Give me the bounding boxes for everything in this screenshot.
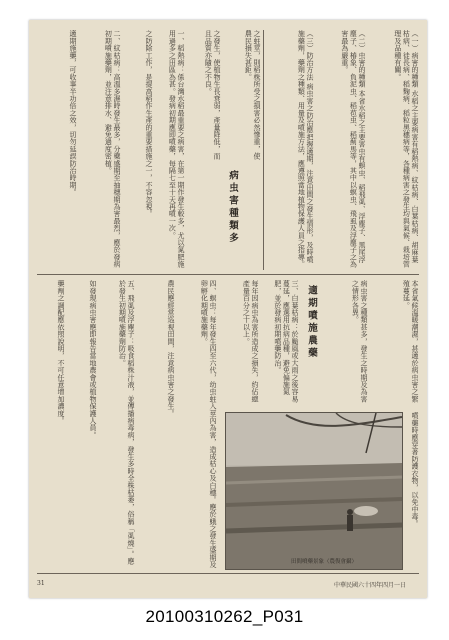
magazine-page (29, 20, 427, 598)
text-column: 三、白葉枯病：於颱風或大雨之後容易蔓延，應選用抗病品種，避免偏施氮肥，並於發病初期噴藥防治。 (273, 280, 299, 403)
text-column: 如發現病虫害應即報告當地農會或植物保護人員。 (89, 280, 97, 439)
text-column: 二、紋枯病：高溫多濕時發生最多，分蘗盛期至抽穗期為害最烈，應於發病初期噴施藥劑，並注意排水、避免過度密植。 (104, 30, 121, 268)
page-number: 31 (37, 580, 45, 587)
photo-caption: 田間噴藥景象（農復會攝） (291, 559, 358, 565)
text-column: 每年因病虫為害所造成之損失，約佔總產量百分之十以上。 (242, 280, 259, 403)
text-column: 四、螟虫：每年發生四至六代，幼虫蛀入莖內為害，造成枯心及白穗。應於蛾之發生盛期及卵孵化期噴施藥劑。 (200, 280, 217, 568)
footer-rule (37, 573, 419, 574)
text-column: 一、稻熱病：係台灣水稻最重要之病害，在第一期作發生較多，尤以氮肥施用過多之田區為甚。發病初期應即噴藥，每隔七至十天再噴一次。 (168, 30, 185, 268)
divider-rule (263, 30, 264, 270)
section-heading: 適期噴施農藥 (306, 285, 317, 360)
text-column: 五、飛虱及浮塵子：吸食稻株汁液，並傳播病毒病，發生多時全株枯萎，俗稱「虱燒」。應於發生初期噴施藥劑防治。 (118, 280, 135, 565)
text-column: 農民應經常巡視田間，注意病虫害之發生。 (167, 280, 175, 417)
text-column: 適期施藥，可收事半功倍之效，切勿延誤防治時期。 (69, 30, 77, 196)
text-column: 病虫害之種類甚多，發生之時期及為害之情形各異。 (351, 280, 368, 403)
text-column: 噴藥時應穿著防護衣物，以免中毒。 (411, 412, 419, 528)
field-spraying-photo (225, 412, 403, 570)
archive-id-label: 20100310262_P031 (145, 607, 304, 626)
text-column: 之發生，使植物生長衰弱，產量降低，而且品質亦隨之不良。 (204, 30, 221, 160)
text-column: （一）病害的種類 水稻之主要病害有稻熱病、紋枯病、白葉枯病、胡麻葉枯病、徒長病、稻麴病、稻粒黑穗病等，各種病害之發生均與氣候、栽培管理及品種有關。 (393, 30, 419, 268)
section-heading: 病虫害種類多 (227, 170, 238, 245)
publication-date: 中華民國六十四年四月一日 (334, 582, 407, 589)
text-column: 藥劑之調配應依照說明，不可任意增加濃度。 (57, 280, 65, 424)
divider-rule (37, 274, 419, 275)
text-column: 本省氣候溫暖潮濕，甚適於病虫害之繁殖蔓延。 (402, 280, 419, 403)
text-column: （二）虫害的種類 本省水稻之主要害虫有螟虫、稻飛虱、浮塵子、黑尾浮塵子、椿象、負泥虫、稻苞虫、稻薊馬等，其中以螟虫、飛虱及浮塵子之為害最為嚴重。 (340, 30, 366, 268)
text-column: （三）防治方法 病虫害之防治應把握適期，注意田間之發生情形，及時噴施藥劑，藥劑之種類、用量及噴施方法，應遵照當地植物保護人員之指導。 (297, 30, 314, 268)
text-column: 之防除工作，是提高稻作生產的重要措施之一，不容忽視。 (145, 30, 153, 218)
text-column: 之蛀莖，則稻株所受之損害必然慘重，使農民損失甚鉅。 (244, 30, 261, 160)
